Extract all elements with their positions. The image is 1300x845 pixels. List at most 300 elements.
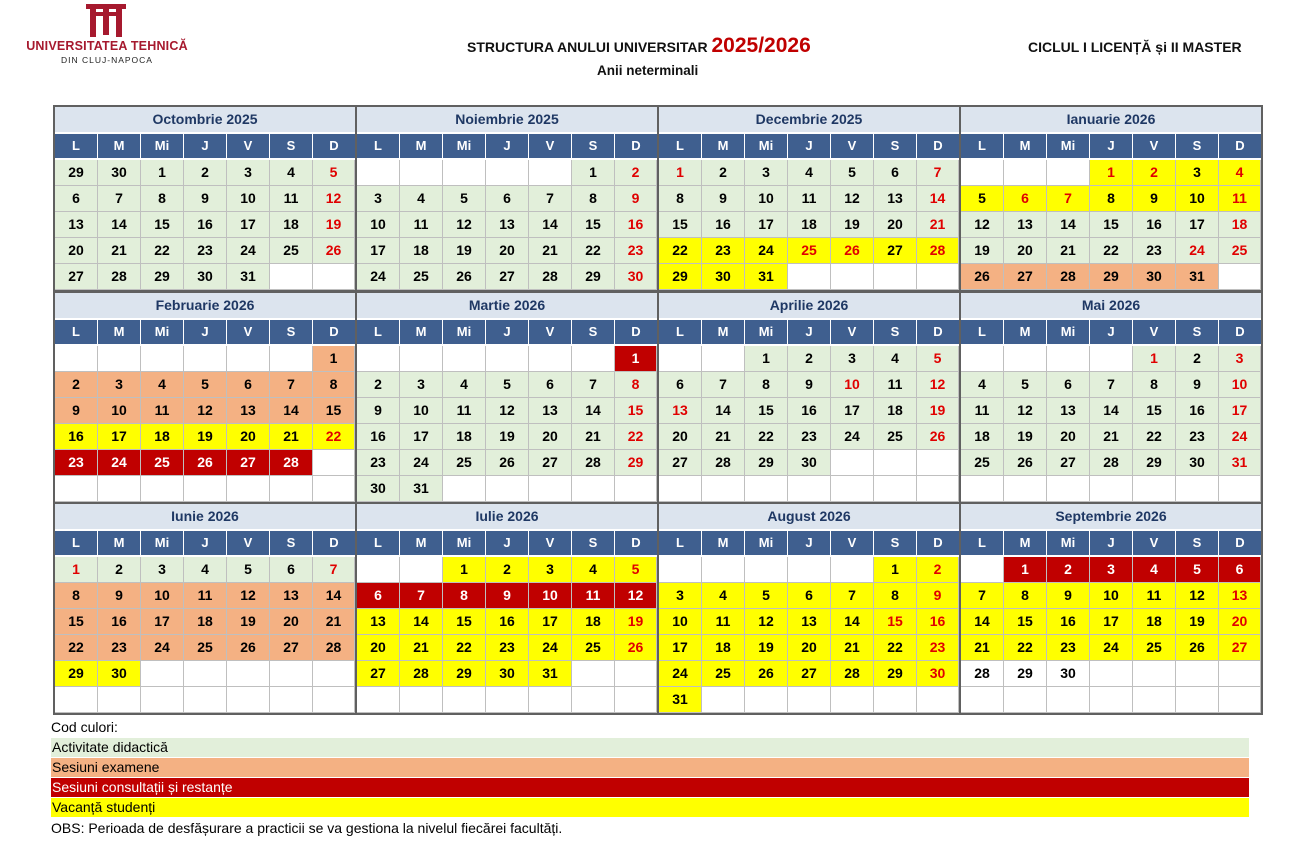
day-cell: 8 <box>615 372 657 398</box>
day-cell: 10 <box>400 398 443 424</box>
day-cell: 20 <box>529 424 572 450</box>
day-cell: 11 <box>270 186 313 212</box>
day-cell: 19 <box>917 398 959 424</box>
weekday-header: J <box>1090 531 1132 555</box>
empty-cell <box>831 450 874 476</box>
weekday-header: V <box>227 531 269 555</box>
day-cell: 23 <box>357 450 400 476</box>
empty-cell <box>486 160 529 186</box>
day-cell: 19 <box>313 212 355 238</box>
day-cell: 9 <box>357 398 400 424</box>
empty-cell <box>313 450 355 476</box>
day-cell: 21 <box>98 238 141 264</box>
empty-cell <box>831 264 874 290</box>
empty-cell <box>529 687 572 713</box>
day-cell: 1 <box>55 557 98 583</box>
day-cell: 6 <box>486 186 529 212</box>
day-cell: 5 <box>961 186 1004 212</box>
empty-cell <box>1219 476 1261 502</box>
weekday-header: V <box>529 531 571 555</box>
weekday-header: M <box>98 320 140 344</box>
weekday-header: M <box>98 134 140 158</box>
empty-cell <box>270 476 313 502</box>
day-cell: 12 <box>745 609 788 635</box>
day-cell: 3 <box>357 186 400 212</box>
legend-vacation: Vacanță studenți <box>51 798 1249 817</box>
day-cell: 14 <box>98 212 141 238</box>
day-cell: 4 <box>141 372 184 398</box>
weekday-header: L <box>357 134 399 158</box>
empty-cell <box>141 346 184 372</box>
day-cell: 2 <box>55 372 98 398</box>
month-title: Iulie 2026 <box>357 504 657 529</box>
day-cell: 7 <box>917 160 959 186</box>
weekday-header: V <box>529 134 571 158</box>
day-cell: 15 <box>1090 212 1133 238</box>
day-cell: 17 <box>529 609 572 635</box>
day-cell: 20 <box>55 238 98 264</box>
weekday-header: L <box>961 531 1003 555</box>
day-cell: 10 <box>227 186 270 212</box>
empty-cell <box>831 557 874 583</box>
day-cell: 9 <box>55 398 98 424</box>
empty-cell <box>702 476 745 502</box>
empty-cell <box>874 687 917 713</box>
day-cell: 3 <box>98 372 141 398</box>
month-title: Aprilie 2026 <box>659 293 959 318</box>
weekday-header: L <box>55 531 97 555</box>
empty-cell <box>961 346 1004 372</box>
day-cell: 14 <box>1090 398 1133 424</box>
day-cell: 25 <box>270 238 313 264</box>
month-aprilie <box>659 293 959 502</box>
weekday-header: V <box>1133 134 1175 158</box>
day-cell: 26 <box>745 661 788 687</box>
day-cell: 1 <box>313 346 355 372</box>
day-cell: 24 <box>1090 635 1133 661</box>
day-cell: 25 <box>443 450 486 476</box>
day-cell: 29 <box>443 661 486 687</box>
day-cell: 11 <box>184 583 227 609</box>
day-cell: 28 <box>270 450 313 476</box>
day-cell: 27 <box>270 635 313 661</box>
day-cell: 8 <box>55 583 98 609</box>
day-cell: 20 <box>270 609 313 635</box>
day-cell: 26 <box>1176 635 1219 661</box>
day-cell: 8 <box>572 186 615 212</box>
day-cell: 6 <box>227 372 270 398</box>
day-cell: 29 <box>1004 661 1047 687</box>
day-cell: 27 <box>486 264 529 290</box>
month-iulie <box>357 504 657 713</box>
day-cell: 2 <box>1176 346 1219 372</box>
day-cell: 17 <box>141 609 184 635</box>
weekday-header: Mi <box>443 320 485 344</box>
day-cell: 21 <box>1090 424 1133 450</box>
month-title: Septembrie 2026 <box>961 504 1261 529</box>
day-cell: 13 <box>788 609 831 635</box>
day-cell: 23 <box>917 635 959 661</box>
empty-cell <box>1047 476 1090 502</box>
empty-cell <box>357 687 400 713</box>
day-cell: 30 <box>615 264 657 290</box>
day-cell: 20 <box>486 238 529 264</box>
empty-cell <box>1219 264 1261 290</box>
weekday-header: Mi <box>141 134 183 158</box>
weekday-header: J <box>788 531 830 555</box>
day-cell: 20 <box>788 635 831 661</box>
empty-cell <box>572 687 615 713</box>
day-cell: 9 <box>1047 583 1090 609</box>
day-cell: 6 <box>55 186 98 212</box>
day-cell: 15 <box>313 398 355 424</box>
day-cell: 30 <box>486 661 529 687</box>
day-cell: 2 <box>788 346 831 372</box>
day-cell: 17 <box>357 238 400 264</box>
day-cell: 22 <box>443 635 486 661</box>
day-cell: 12 <box>961 212 1004 238</box>
day-cell: 24 <box>227 238 270 264</box>
weekday-header: L <box>55 134 97 158</box>
day-cell: 9 <box>702 186 745 212</box>
empty-cell <box>1133 687 1176 713</box>
weekday-header: J <box>184 134 226 158</box>
day-cell: 4 <box>184 557 227 583</box>
day-cell: 11 <box>141 398 184 424</box>
university-emblem-icon <box>84 4 128 38</box>
empty-cell <box>788 687 831 713</box>
day-cell: 25 <box>400 264 443 290</box>
month-title: August 2026 <box>659 504 959 529</box>
empty-cell <box>917 476 959 502</box>
day-cell: 13 <box>357 609 400 635</box>
weekday-header: D <box>615 134 657 158</box>
day-cell: 27 <box>55 264 98 290</box>
day-cell: 12 <box>1176 583 1219 609</box>
day-cell: 14 <box>961 609 1004 635</box>
empty-cell <box>788 557 831 583</box>
day-cell: 31 <box>400 476 443 502</box>
empty-cell <box>961 476 1004 502</box>
day-cell: 16 <box>788 398 831 424</box>
weekday-header: D <box>615 320 657 344</box>
empty-cell <box>55 687 98 713</box>
day-cell: 20 <box>1047 424 1090 450</box>
day-cell: 24 <box>529 635 572 661</box>
weekday-header: L <box>357 320 399 344</box>
day-cell: 24 <box>1219 424 1261 450</box>
day-cell: 22 <box>659 238 702 264</box>
empty-cell <box>1219 661 1261 687</box>
day-cell: 3 <box>1090 557 1133 583</box>
day-cell: 1 <box>615 346 657 372</box>
weekday-header: J <box>788 134 830 158</box>
day-cell: 28 <box>1090 450 1133 476</box>
empty-cell <box>98 687 141 713</box>
weekday-header: S <box>1176 320 1218 344</box>
day-cell: 5 <box>443 186 486 212</box>
day-cell: 25 <box>961 450 1004 476</box>
empty-cell <box>831 687 874 713</box>
day-cell: 18 <box>141 424 184 450</box>
empty-cell <box>486 346 529 372</box>
day-cell: 3 <box>400 372 443 398</box>
weekday-header: Mi <box>443 134 485 158</box>
day-cell: 2 <box>357 372 400 398</box>
day-cell: 7 <box>1090 372 1133 398</box>
day-cell: 20 <box>659 424 702 450</box>
day-cell: 5 <box>1176 557 1219 583</box>
day-cell: 26 <box>184 450 227 476</box>
empty-cell <box>702 346 745 372</box>
day-cell: 5 <box>227 557 270 583</box>
empty-cell <box>400 687 443 713</box>
month-septembrie <box>961 504 1261 713</box>
day-cell: 1 <box>1004 557 1047 583</box>
day-cell: 3 <box>227 160 270 186</box>
day-cell: 15 <box>659 212 702 238</box>
empty-cell <box>400 160 443 186</box>
day-cell: 28 <box>98 264 141 290</box>
empty-cell <box>357 346 400 372</box>
day-cell: 15 <box>1133 398 1176 424</box>
day-cell: 8 <box>874 583 917 609</box>
day-cell: 30 <box>788 450 831 476</box>
day-cell: 11 <box>961 398 1004 424</box>
day-cell: 14 <box>702 398 745 424</box>
day-cell: 20 <box>357 635 400 661</box>
day-cell: 25 <box>702 661 745 687</box>
empty-cell <box>702 557 745 583</box>
day-cell: 21 <box>917 212 959 238</box>
day-cell: 16 <box>917 609 959 635</box>
weekday-header: J <box>486 320 528 344</box>
day-cell: 14 <box>270 398 313 424</box>
day-cell: 4 <box>270 160 313 186</box>
day-cell: 31 <box>227 264 270 290</box>
day-cell: 18 <box>572 609 615 635</box>
day-cell: 26 <box>443 264 486 290</box>
day-cell: 11 <box>572 583 615 609</box>
empty-cell <box>615 476 657 502</box>
day-cell: 17 <box>745 212 788 238</box>
day-cell: 4 <box>961 372 1004 398</box>
weekday-header: L <box>659 320 701 344</box>
empty-cell <box>357 160 400 186</box>
day-cell: 1 <box>1133 346 1176 372</box>
weekday-header: S <box>1176 531 1218 555</box>
weekday-header: D <box>1219 134 1261 158</box>
day-cell: 25 <box>1133 635 1176 661</box>
day-cell: 31 <box>1219 450 1261 476</box>
day-cell: 7 <box>313 557 355 583</box>
empty-cell <box>745 476 788 502</box>
empty-cell <box>874 450 917 476</box>
empty-cell <box>270 346 313 372</box>
weekday-header: M <box>702 320 744 344</box>
weekday-header: M <box>400 531 442 555</box>
weekday-header: D <box>313 531 355 555</box>
day-cell: 5 <box>486 372 529 398</box>
day-cell: 9 <box>1133 186 1176 212</box>
day-cell: 15 <box>55 609 98 635</box>
day-cell: 25 <box>788 238 831 264</box>
empty-cell <box>443 160 486 186</box>
day-cell: 7 <box>529 186 572 212</box>
day-cell: 28 <box>831 661 874 687</box>
day-cell: 29 <box>141 264 184 290</box>
month-decembrie <box>659 107 959 290</box>
observation-note: OBS: Perioada de desfășurare a practicii se va gestiona la nivelul fiecărei facultăți. <box>51 820 563 836</box>
empty-cell <box>788 476 831 502</box>
day-cell: 13 <box>1219 583 1261 609</box>
day-cell: 11 <box>1133 583 1176 609</box>
day-cell: 4 <box>702 583 745 609</box>
day-cell: 22 <box>141 238 184 264</box>
weekday-header: D <box>313 134 355 158</box>
day-cell: 23 <box>615 238 657 264</box>
weekday-header: S <box>572 320 614 344</box>
day-cell: 16 <box>184 212 227 238</box>
empty-cell <box>357 557 400 583</box>
weekday-header: J <box>1090 134 1132 158</box>
day-cell: 20 <box>227 424 270 450</box>
day-cell: 21 <box>529 238 572 264</box>
day-cell: 26 <box>831 238 874 264</box>
day-cell: 7 <box>1047 186 1090 212</box>
weekday-header: Mi <box>141 320 183 344</box>
day-cell: 23 <box>184 238 227 264</box>
empty-cell <box>961 687 1004 713</box>
weekday-header: V <box>1133 531 1175 555</box>
day-cell: 17 <box>659 635 702 661</box>
empty-cell <box>745 557 788 583</box>
day-cell: 17 <box>227 212 270 238</box>
day-cell: 23 <box>1047 635 1090 661</box>
empty-cell <box>917 687 959 713</box>
day-cell: 31 <box>1176 264 1219 290</box>
day-cell: 5 <box>1004 372 1047 398</box>
weekday-header: S <box>572 531 614 555</box>
day-cell: 21 <box>961 635 1004 661</box>
day-cell: 12 <box>917 372 959 398</box>
day-cell: 17 <box>98 424 141 450</box>
day-cell: 15 <box>745 398 788 424</box>
weekday-header: V <box>529 320 571 344</box>
empty-cell <box>400 557 443 583</box>
weekday-header: Mi <box>1047 531 1089 555</box>
day-cell: 6 <box>1004 186 1047 212</box>
day-cell: 15 <box>443 609 486 635</box>
day-cell: 1 <box>659 160 702 186</box>
day-cell: 18 <box>270 212 313 238</box>
month-title: Decembrie 2025 <box>659 107 959 132</box>
day-cell: 13 <box>659 398 702 424</box>
day-cell: 19 <box>486 424 529 450</box>
empty-cell <box>874 476 917 502</box>
day-cell: 24 <box>98 450 141 476</box>
day-cell: 30 <box>1176 450 1219 476</box>
day-cell: 21 <box>1047 238 1090 264</box>
day-cell: 8 <box>443 583 486 609</box>
weekday-header: V <box>227 134 269 158</box>
day-cell: 18 <box>702 635 745 661</box>
day-cell: 24 <box>141 635 184 661</box>
empty-cell <box>270 661 313 687</box>
day-cell: 16 <box>1047 609 1090 635</box>
day-cell: 25 <box>572 635 615 661</box>
empty-cell <box>486 476 529 502</box>
title-year: 2025/2026 <box>711 34 811 57</box>
empty-cell <box>1176 476 1219 502</box>
day-cell: 12 <box>184 398 227 424</box>
empty-cell <box>141 687 184 713</box>
day-cell: 17 <box>831 398 874 424</box>
day-cell: 8 <box>313 372 355 398</box>
day-cell: 22 <box>874 635 917 661</box>
weekday-header: M <box>98 531 140 555</box>
day-cell: 8 <box>1004 583 1047 609</box>
day-cell: 9 <box>486 583 529 609</box>
day-cell: 2 <box>702 160 745 186</box>
day-cell: 5 <box>615 557 657 583</box>
day-cell: 27 <box>788 661 831 687</box>
empty-cell <box>1004 476 1047 502</box>
day-cell: 2 <box>486 557 529 583</box>
day-cell: 11 <box>874 372 917 398</box>
weekday-header: Mi <box>745 134 787 158</box>
day-cell: 14 <box>400 609 443 635</box>
weekday-header: V <box>831 134 873 158</box>
day-cell: 3 <box>1219 346 1261 372</box>
weekday-header: S <box>874 320 916 344</box>
day-cell: 17 <box>1176 212 1219 238</box>
day-cell: 12 <box>831 186 874 212</box>
day-cell: 28 <box>917 238 959 264</box>
day-cell: 22 <box>55 635 98 661</box>
empty-cell <box>788 264 831 290</box>
empty-cell <box>55 476 98 502</box>
weekday-header: L <box>357 531 399 555</box>
day-cell: 22 <box>572 238 615 264</box>
weekday-header: J <box>1090 320 1132 344</box>
day-cell: 12 <box>227 583 270 609</box>
day-cell: 21 <box>313 609 355 635</box>
month-title: Octombrie 2025 <box>55 107 355 132</box>
month-title: Iunie 2026 <box>55 504 355 529</box>
day-cell: 29 <box>572 264 615 290</box>
day-cell: 4 <box>1133 557 1176 583</box>
day-cell: 29 <box>1090 264 1133 290</box>
day-cell: 28 <box>702 450 745 476</box>
weekday-header: D <box>313 320 355 344</box>
day-cell: 13 <box>1004 212 1047 238</box>
empty-cell <box>313 687 355 713</box>
month-title: Noiembrie 2025 <box>357 107 657 132</box>
weekday-header: S <box>874 531 916 555</box>
day-cell: 4 <box>1219 160 1261 186</box>
day-cell: 6 <box>1047 372 1090 398</box>
day-cell: 29 <box>874 661 917 687</box>
day-cell: 15 <box>874 609 917 635</box>
day-cell: 4 <box>572 557 615 583</box>
empty-cell <box>961 160 1004 186</box>
day-cell: 23 <box>1133 238 1176 264</box>
day-cell: 14 <box>1047 212 1090 238</box>
day-cell: 13 <box>874 186 917 212</box>
month-octombrie <box>55 107 355 290</box>
day-cell: 1 <box>443 557 486 583</box>
